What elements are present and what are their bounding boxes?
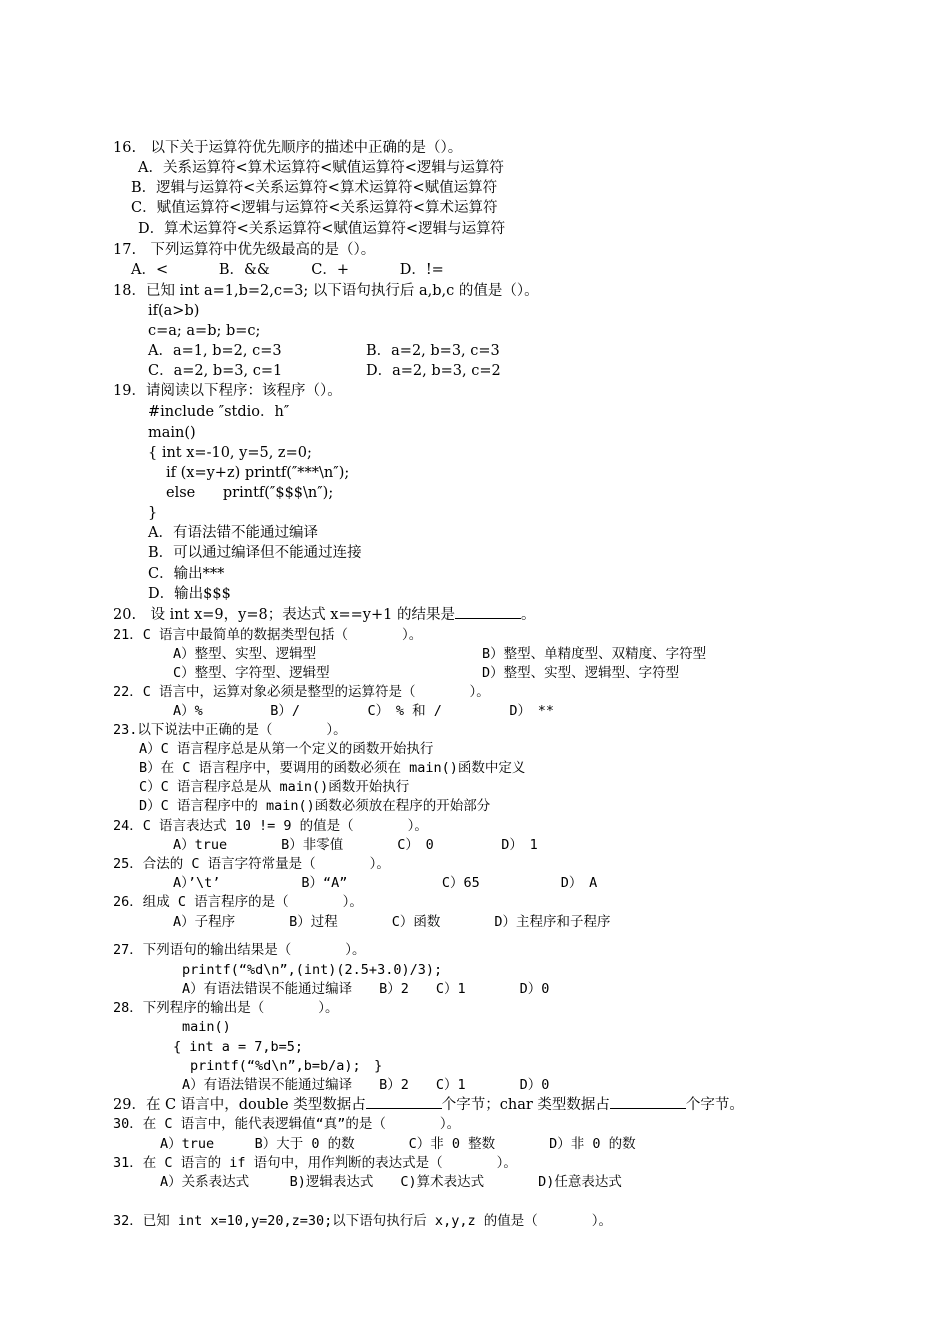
question-31: 31．在 C 语言的 if 语句中，用作判断的表达式是（ ）。	[113, 1155, 517, 1171]
question-24: 24．C 语言表达式 10 != 9 的值是（ ）。	[113, 818, 428, 834]
question-19-code-line: else printf(″$$$\n″);	[166, 485, 334, 501]
question-23-option-d: D）C 语言程序中的 main()函数必须放在程序的开始部分	[139, 798, 491, 814]
question-28-options: A）有语法错误不能通过编译 B）2 C）1 D）0	[182, 1077, 550, 1093]
question-20-text: 20. 设 int x=9，y=8；表达式 x==y+1 的结果是	[113, 607, 455, 623]
question-18-option-d: D．a=2, b=3, c=2	[366, 363, 501, 379]
question-23-option-a: A）C 语言程序总是从第一个定义的函数开始执行	[139, 741, 434, 757]
question-19-code-line: #include ″stdio．h″	[148, 404, 290, 420]
question-18-code-line: c=a; a=b; b=c;	[148, 323, 261, 339]
question-25-options: A）’\t’ B）“A” C）65 D） A	[173, 875, 598, 891]
question-29-text-end: 个字节。	[685, 1097, 744, 1113]
question-16-option-b: B．逻辑与运算符<关系运算符<算术运算符<赋值运算符	[131, 180, 498, 196]
question-19-option-a: A．有语法错不能通过编译	[148, 525, 318, 541]
question-30: 30．在 C 语言中，能代表逻辑值“真”的是（ ）。	[113, 1116, 461, 1132]
question-19-code-line: }	[148, 505, 158, 521]
question-28-code-line: printf(“%d\n”,b=b/a); }	[190, 1058, 383, 1074]
question-16-option-a: A．关系运算符<算术运算符<赋值运算符<逻辑与运算符	[138, 160, 504, 176]
question-28-code-line: main()	[182, 1019, 231, 1035]
question-19-code-line: main()	[148, 425, 196, 441]
question-21-option-d: D）整型、实型、逻辑型、字符型	[482, 665, 680, 681]
question-18-code-line: if(a>b)	[148, 303, 200, 319]
question-21-option-a: A）整型、实型、逻辑型	[173, 646, 317, 662]
question-19-code-line: if (x=y+z) printf(″***\n″);	[166, 465, 350, 481]
question-19: 19．请阅读以下程序：该程序（）。	[113, 383, 342, 399]
question-30-options: A）true B）大于 0 的数 C）非 0 整数 D）非 0 的数	[160, 1136, 636, 1152]
question-18: 18．已知 int a=1,b=2,c=3; 以下语句执行后 a,b,c 的值是（）。	[113, 283, 539, 299]
question-21-option-b: B）整型、单精度型、双精度、字符型	[482, 646, 707, 662]
answer-blank	[610, 1094, 686, 1109]
question-21-option-c: C）整型、字符型、逻辑型	[173, 665, 330, 681]
question-20-end: 。	[520, 607, 536, 623]
question-26: 26．组成 C 语言程序的是（ ）。	[113, 894, 363, 910]
question-27-code: printf(“%d\n”,(int)(2.5+3.0)/3);	[182, 962, 443, 978]
question-23: 23.以下说法中正确的是（ ）。	[113, 722, 347, 738]
answer-blank	[366, 1094, 442, 1109]
question-31-options: A）关系表达式 B)逻辑表达式 C)算术表达式 D)任意表达式	[160, 1174, 622, 1190]
question-25: 25．合法的 C 语言字符常量是（ ）。	[113, 856, 390, 872]
question-19-option-d: D．输出$$$	[148, 586, 231, 602]
question-22-options: A）% B）/ C） % 和 / D） **	[173, 703, 555, 719]
question-17: 17. 下列运算符中优先级最高的是（）。	[113, 242, 376, 258]
answer-blank	[455, 604, 521, 619]
question-17-options: A．< B．&& C．+ D．!=	[131, 262, 444, 278]
question-18-option-a: A．a=1, b=2, c=3	[148, 343, 282, 359]
question-19-code-line: { int x=-10, y=5, z=0;	[148, 445, 312, 461]
question-23-option-b: B）在 C 语言程序中，要调用的函数必须在 main()函数中定义	[139, 760, 526, 776]
question-24-options: A）true B）非零值 C） 0 D） 1	[173, 837, 538, 853]
question-18-option-b: B．a=2, b=3, c=3	[366, 343, 500, 359]
question-29-text: 29．在 C 语言中，double 类型数据占	[113, 1097, 366, 1113]
question-19-option-b: B．可以通过编译但不能通过连接	[148, 545, 362, 561]
question-28: 28．下列程序的输出是（ ）。	[113, 1000, 339, 1016]
question-27: 27．下列语句的输出结果是（ ）。	[113, 942, 366, 958]
question-29	[113, 1094, 744, 1115]
question-22: 22．C 语言中，运算对象必须是整型的运算符是（ ）。	[113, 684, 490, 700]
question-16: 16. 以下关于运算符优先顺序的描述中正确的是（）。	[113, 140, 463, 156]
question-26-options: A）子程序 B）过程 C）函数 D）主程序和子程序	[173, 914, 611, 930]
question-19-option-c: C．输出***	[148, 566, 225, 582]
question-28-code-line: { int a = 7,b=5;	[173, 1039, 304, 1055]
question-29-text-mid: 个字节；char 类型数据占	[441, 1097, 610, 1113]
question-16-option-c: C．赋值运算符<逻辑与运算符<关系运算符<算术运算符	[131, 200, 498, 216]
question-18-option-c: C．a=2, b=3, c=1	[148, 363, 283, 379]
question-16-option-d: D．算术运算符<关系运算符<赋值运算符<逻辑与运算符	[138, 221, 506, 237]
question-27-options: A）有语法错误不能通过编译 B）2 C）1 D）0	[182, 981, 550, 997]
question-32: 32．已知 int x=10,y=20,z=30;以下语句执行后 x,y,z 的值是（ ）。	[113, 1213, 612, 1229]
question-21: 21．C 语言中最简单的数据类型包括（ ）。	[113, 627, 423, 643]
question-23-option-c: C）C 语言程序总是从 main()函数开始执行	[139, 779, 410, 795]
question-20	[113, 604, 535, 625]
